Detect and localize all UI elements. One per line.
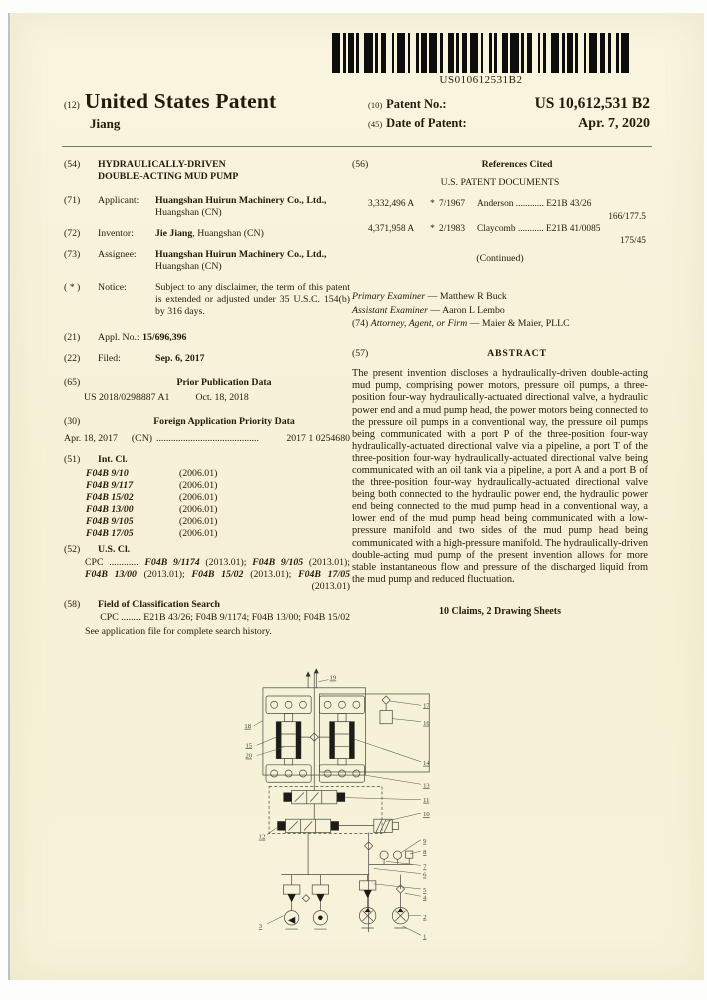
figure-callout: 14 <box>423 759 430 767</box>
field-code: (65) <box>64 377 81 388</box>
field-code: (22) <box>64 353 81 364</box>
patent-number: US 10,612,531 B2 <box>534 95 650 112</box>
notice-label: Notice: <box>98 282 127 293</box>
barcode-stripes-icon <box>332 33 630 73</box>
field-code: (21) <box>64 332 81 343</box>
patent-front-page <box>8 13 704 980</box>
foreign-priority-row <box>64 433 350 445</box>
field-code: (30) <box>64 416 81 427</box>
class-version: (2006.01) <box>179 480 218 491</box>
class-version: (2013.01); <box>136 569 192 580</box>
class-version: (2006.01) <box>179 528 218 539</box>
primary-examiner-label: Primary Examiner <box>352 291 426 303</box>
applicant-name: Huangshan Huirun Machinery Co., Ltd., <box>155 195 327 206</box>
field-code: (73) <box>64 249 81 260</box>
us-cl-heading: U.S. Cl. <box>98 544 131 555</box>
figure-callouts <box>244 675 430 941</box>
patent-date-label: Date of Patent: <box>386 116 467 130</box>
priority-date: Apr. 18, 2017 <box>64 433 118 444</box>
inventor-name: Jie Jiang <box>155 228 193 239</box>
invention-title-line2: DOUBLE-ACTING MUD PUMP <box>98 171 239 182</box>
int-cl-heading: Int. Cl. <box>98 454 128 465</box>
primary-examiner-name: — Matthew R Buck <box>425 291 507 303</box>
ref-name: Anderson ............ E21B 43/26 <box>477 199 592 210</box>
int-cl-row <box>64 492 350 504</box>
section-us-cl-52 <box>64 544 350 556</box>
prior-pub-heading: Prior Publication Data <box>176 377 272 388</box>
us-cl-cpc <box>64 557 350 593</box>
class-version: (2013.01) <box>311 581 350 592</box>
ref-date: 2/1983 <box>439 223 466 234</box>
class-version: (2006.01) <box>179 492 218 503</box>
assignee-location: Huangshan (CN) <box>155 261 222 272</box>
class-version: (2006.01) <box>179 516 218 527</box>
class-version: (2006.01) <box>179 468 218 479</box>
figure-callout: 18 <box>244 722 252 730</box>
left-column <box>64 159 350 638</box>
references-continued: (Continued) <box>476 253 524 265</box>
figure-callout: 19 <box>329 674 337 682</box>
section-foreign-priority-30 <box>64 416 350 428</box>
figure-callout: 17 <box>423 702 430 710</box>
figure-callout: 13 <box>423 782 430 790</box>
page-title: United States Patent <box>84 89 277 113</box>
claims-line: 10 Claims, 2 Drawing Sheets <box>439 605 561 617</box>
ref-number: 4,371,958 A <box>368 223 415 234</box>
section-title-54 <box>64 159 350 183</box>
foreign-priority-heading: Foreign Application Priority Data <box>153 416 295 427</box>
us-patent-docs-subheading: U.S. PATENT DOCUMENTS <box>440 177 560 189</box>
section-inventor-72 <box>64 228 350 240</box>
section-appl-no-21 <box>64 332 350 344</box>
right-column <box>352 159 648 618</box>
field-code: (52) <box>64 544 81 555</box>
field-code: ( * ) <box>64 282 81 293</box>
assignee-name: Huangshan Huirun Machinery Co., Ltd., <box>155 249 327 260</box>
abstract-heading: ABSTRACT <box>487 348 547 360</box>
class-code: F04B 13/00 <box>85 569 137 580</box>
inventor-surname: Jiang <box>90 116 121 131</box>
attorney-name: — Maier & Maier, PLLC <box>467 317 570 329</box>
examiners-block <box>352 291 648 330</box>
field-code: (71) <box>64 195 81 206</box>
references-heading: References Cited <box>481 159 553 170</box>
field-code: (51) <box>64 454 81 465</box>
header-divider <box>62 146 652 147</box>
field-code: (56) <box>352 159 369 170</box>
reference-row <box>352 198 648 210</box>
figure-callout: 12 <box>258 833 266 841</box>
barcode-text: US010612531B2 <box>439 74 523 86</box>
class-code: F04B 15/02 <box>86 492 134 503</box>
drawing-figure <box>230 657 456 965</box>
field-search-note: See application file for complete search history. <box>85 626 272 637</box>
section-assignee-73 <box>64 249 350 273</box>
prior-pub-date: Oct. 18, 2018 <box>195 392 249 403</box>
ref-class2: 166/177.5 <box>608 211 646 222</box>
class-code: F04B 9/10 <box>86 468 129 479</box>
figure-callout: 16 <box>423 719 430 727</box>
appl-no-value: 15/696,396 <box>142 332 187 343</box>
field-code-45: (45) <box>368 119 383 129</box>
figure-callout: 6 <box>423 871 427 879</box>
field-code: (58) <box>64 599 81 610</box>
field-code: (72) <box>64 228 81 239</box>
int-cl-row <box>64 516 350 528</box>
field-search-cpc: CPC ........ E21B 43/26; F04B 9/1174; F04B 13/00; F04B 15/02 <box>100 612 350 623</box>
class-version: (2013.01); <box>303 557 350 568</box>
class-version: (2013.01); <box>243 569 299 580</box>
barcode <box>332 33 630 86</box>
ref-star: * <box>430 223 435 234</box>
figure-callout: 9 <box>423 837 427 845</box>
figure-callout: 15 <box>245 742 253 750</box>
invention-title-line1: HYDRAULICALLY-DRIVEN <box>98 159 226 170</box>
reference-row <box>352 223 648 235</box>
figure-callout: 1 <box>423 933 427 941</box>
inventor-label: Inventor: <box>98 228 134 239</box>
class-code: F04B 9/117 <box>86 480 134 491</box>
int-cl-row <box>64 468 350 480</box>
section-references-56 <box>352 159 648 171</box>
class-code: F04B 9/105 <box>86 516 134 527</box>
patent-date: Apr. 7, 2020 <box>578 116 650 131</box>
figure-callout: 4 <box>423 894 427 902</box>
class-code: F04B 17/05 <box>298 569 350 580</box>
ref-date: 7/1967 <box>439 199 466 210</box>
class-version: (2006.01) <box>179 504 218 515</box>
dotted-leader: .......................................... <box>156 433 259 444</box>
figure-callout: 7 <box>423 863 427 871</box>
applicant-label: Applicant: <box>98 195 140 206</box>
class-code: F04B 9/105 <box>252 557 304 568</box>
applicant-location: Huangshan (CN) <box>155 207 222 218</box>
section-prior-pub-65 <box>64 377 350 389</box>
field-code: (54) <box>64 159 81 170</box>
assistant-examiner-name: — Aaron L Lembo <box>427 304 505 316</box>
field-search-heading: Field of Classification Search <box>98 599 221 610</box>
int-cl-row <box>64 480 350 492</box>
assistant-examiner-label: Assistant Examiner <box>352 304 428 316</box>
header-right <box>368 95 650 135</box>
abstract-text: The present invention discloses a hydraulically-driven double-acting mud pump, comprising power motors, pressure oil pumps, a three-position four-way hydraulically-actuated directional valve, a hydraulic power end and a mud pump head, the power motors being connected to the pressure oil pumps in a conventional way, the pressure oil pumps being communicated with a port P of the three-position four-way hydraulically-actuated directional valve via a pipeline, a port T of the three-position four-way hydraulically-actuated directional valve being communicated with an oil tank via a pipeline, a port A and a port B of the three-position four-way hydraulically-actuated directional valve being both connected to the hydraulic power end, the hydraulic power end being connected to the mud pump head in a conventional way, a lower end of the mud pump head being communicated with a low-pressure manifold and two sides of the mud pump head being communicated with a high-pressure manifold. The hydraulically-driven double-acting mud pump of the present invention allows for more stable instantaneous flow and pressure of the discharged liquid from the mud pump and reduced fluctuation. <box>352 368 648 585</box>
priority-country: (CN) <box>131 433 153 444</box>
patent-no-label: Patent No.: <box>386 97 447 111</box>
hydraulic-schematic <box>230 657 456 965</box>
attorney-label: Attorney, Agent, or Firm <box>370 317 468 329</box>
field-code-12: (12) <box>64 101 80 111</box>
field-code-74: (74) <box>352 317 371 329</box>
class-code: F04B 9/1174 <box>144 557 200 568</box>
prior-pub-row <box>64 392 350 404</box>
figure-callout: 20 <box>245 752 253 760</box>
field-code-10: (10) <box>368 100 383 110</box>
figure-callout: 5 <box>423 887 427 895</box>
section-int-cl-51 <box>64 454 350 466</box>
field-code-57: (57) <box>352 348 369 360</box>
section-notice <box>64 282 350 318</box>
section-filed-22 <box>64 353 350 365</box>
cpc-prefix: CPC ............ <box>85 557 145 568</box>
int-cl-row <box>64 528 350 540</box>
figure-callout: 11 <box>423 796 430 804</box>
appl-no-label: Appl. No.: <box>98 332 140 343</box>
inventor-location: , Huangshan (CN) <box>192 228 264 239</box>
class-code: F04B 15/02 <box>191 569 244 580</box>
assignee-label: Assignee: <box>98 249 137 260</box>
filed-date: Sep. 6, 2017 <box>155 353 205 364</box>
ref-name: Claycomb ........... E21B 41/0085 <box>477 223 601 234</box>
class-version: (2013.01); <box>199 557 253 568</box>
prior-pub-number: US 2018/0298887 A1 <box>84 392 170 403</box>
figure-callout: 10 <box>423 811 430 819</box>
figure-callout: 8 <box>423 849 427 857</box>
notice-text: Subject to any disclaimer, the term of this patent is extended or adjusted under 35 U.S.C. 154(b) by 316 days. <box>155 282 350 317</box>
class-code: F04B 17/05 <box>86 528 134 539</box>
filed-label: Filed: <box>98 353 121 364</box>
int-cl-row <box>64 504 350 516</box>
figure-callout: 3 <box>258 923 263 931</box>
section-applicant-71 <box>64 195 350 219</box>
priority-app-number: 2017 1 0254680 <box>286 433 350 444</box>
header-left <box>64 89 276 132</box>
ref-star: * <box>430 199 435 210</box>
section-field-search-58 <box>64 599 350 611</box>
figure-callout: 2 <box>423 913 427 921</box>
ref-number: 3,332,496 A <box>368 199 415 210</box>
ref-class2: 175/45 <box>619 236 646 247</box>
class-code: F04B 13/00 <box>86 504 134 515</box>
abstract-heading-row <box>352 348 648 360</box>
